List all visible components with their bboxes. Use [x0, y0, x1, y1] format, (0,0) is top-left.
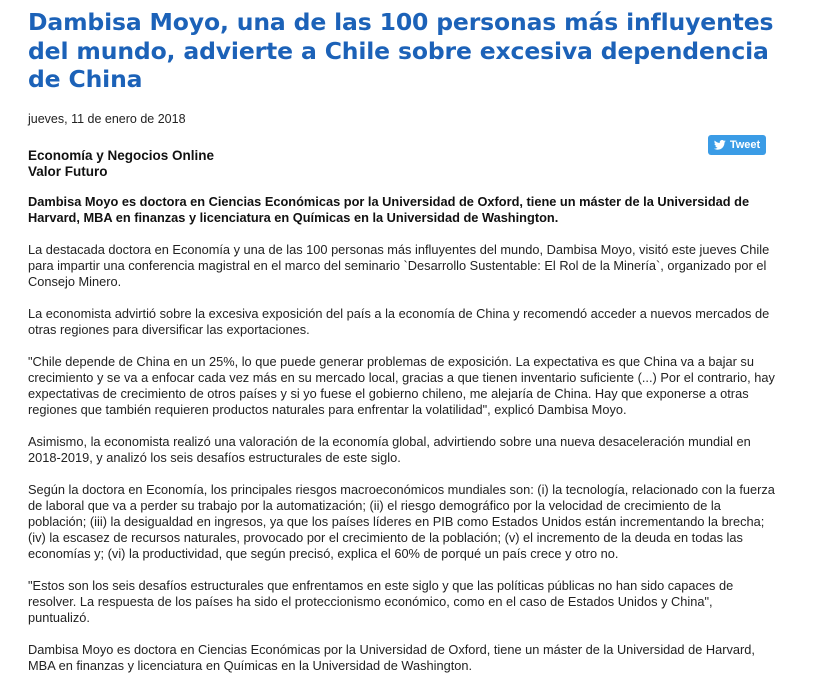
- body-paragraph: "Estos son los seis desafíos estructurales que enfrentamos en este siglo y que las políticas públicas no han sido capaces de resolver. La respuesta de los países ha sido el proteccionismo económico, como en el caso de Estados Unidos y China", puntualizó.: [28, 578, 734, 625]
- body-paragraph: La economista advirtió sobre la excesiva exposición del país a la economía de China y recomendó acceder a nuevos mercados de otras regiones para diversificar las exportaciones.: [28, 306, 770, 337]
- tweet-label: Tweet: [729, 139, 761, 151]
- body-paragraph: La destacada doctora en Economía y una de las 100 personas más influyentes del mundo, Dambisa Moyo, visitó este jueves Chile para impartir una conferencia magistral en el marco del seminario `Desarrollo Sustentable: El Rol de la Minería`, organizado por el Consejo Minero.: [28, 242, 770, 289]
- twitter-bird-icon: [714, 140, 726, 150]
- source-column: Valor Futuro: [28, 164, 108, 179]
- article-body: [28, 194, 778, 690]
- article-source: [28, 148, 214, 180]
- body-paragraph: Asimismo, la economista realizó una valoración de la economía global, advirtiendo sobre una nueva desaceleración mundial en 2018-2019, y analizó los seis desafíos estructurales de este siglo.: [28, 434, 751, 465]
- body-paragraph: "Chile depende de China en un 25%, lo que puede generar problemas de exposición. La expectativa es que China va a bajar su crecimiento y se va a enfocar cada vez más en su mercado local, gracias a que tienen inventario suficiente (...) Por el contrario, hay expectativas de crecimiento de otros países y si yo fuese el gobierno chileno, me alejaría de China. Hay que exponerse a otras regiones que también requieren productos naturales para enfrentar la volatilidad", explicó Dambisa Moyo.: [28, 354, 775, 417]
- body-paragraph: Dambisa Moyo es doctora en Ciencias Económicas por la Universidad de Oxford, tiene un máster de la Universidad de Harvard, MBA en finanzas y licenciatura en Químicas en la Universidad de Washington.: [28, 642, 755, 673]
- article: [28, 8, 778, 673]
- article-date: jueves, 11 de enero de 2018: [28, 112, 186, 126]
- lead-paragraph: Dambisa Moyo es doctora en Ciencias Económicas por la Universidad de Oxford, tiene un máster de la Universidad de Harvard, MBA en finanzas y licenciatura en Químicas en la Universidad de Washington.: [28, 194, 750, 225]
- source-section: Economía y Negocios Online: [28, 148, 215, 163]
- article-title: Dambisa Moyo, una de las 100 personas más influyentes del mundo, advierte a Chile sobre excesiva dependencia de China: [28, 8, 774, 93]
- body-paragraph: Según la doctora en Economía, los principales riesgos macroeconómicos mundiales son: (i) la tecnología, relacionado con la fuerza de laboral que va a perder su trabajo por la automatización; (ii) el riesgo demográfico por la velocidad de crecimiento de la población; (iii) la desigualdad en ingresos, ya que los países líderes en PIB como Estados Unidos están incrementando la brecha; (iv) la escasez de recursos naturales, provocado por el crecimiento de la población; (v) el incremento de la deuda en todas las economías y; (vi) la productividad, que según precisó, explica el 60% de porqué un país crece y otro no.: [28, 482, 775, 561]
- tweet-button[interactable]: [708, 135, 766, 155]
